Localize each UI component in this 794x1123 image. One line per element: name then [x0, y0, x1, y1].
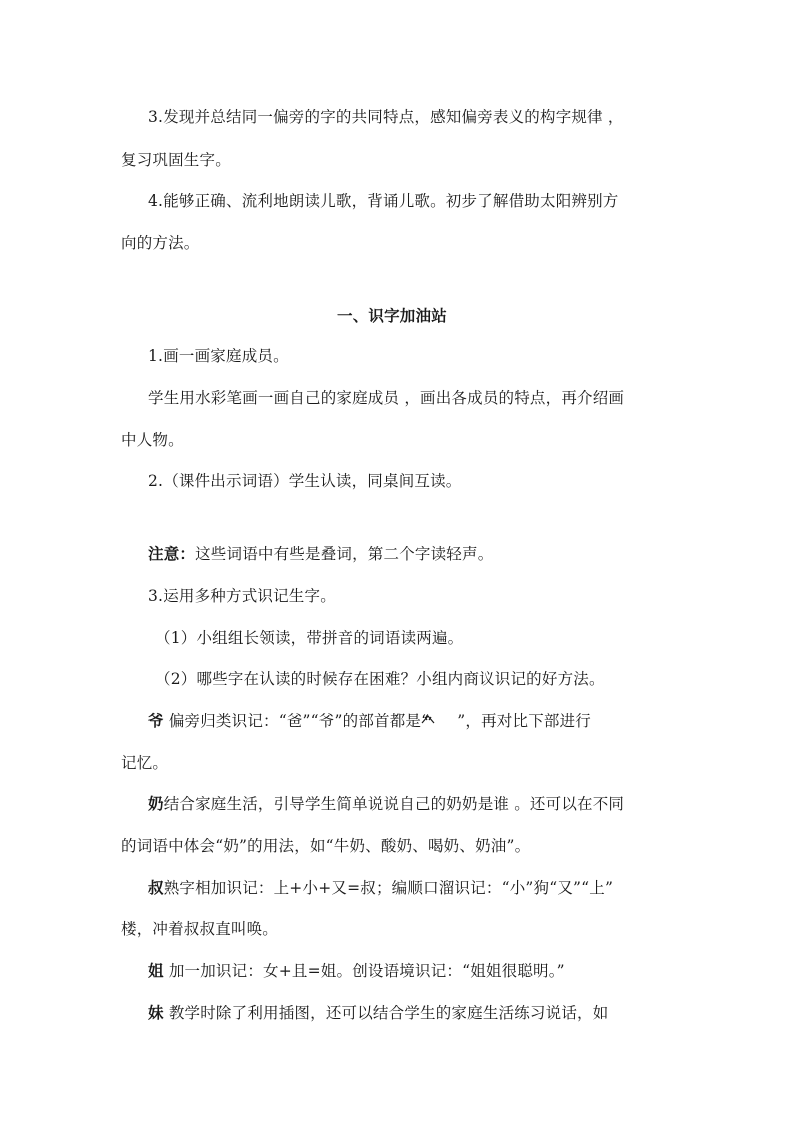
char-ye-line-1	[148, 711, 591, 731]
paragraph-4-line-1: 4.能够正确、流利地朗读儿歌，背诵儿歌。初步了解借助太阳辨别方	[148, 192, 619, 210]
section-heading: 一、识字加油站	[337, 306, 447, 325]
item-1-body-line-1: 学生用水彩笔画一画自己的家庭成员 ，画出各成员的特点，再介绍画	[148, 389, 625, 407]
method-2: （2）哪些字在认读的时候存在困难？小组内商议识记的好方法。	[155, 670, 605, 688]
char-ye-line-2: 记忆。	[121, 754, 169, 772]
char-shu-line-2: 楼，冲着叔叔直叫唤。	[121, 920, 279, 938]
char-shu: 叔	[148, 878, 164, 897]
char-jie: 姐	[148, 961, 164, 980]
char-nai-line-2: 的词语中体会“奶”的用法，如“牛奶、酸奶、喝奶、奶油”。	[121, 837, 531, 855]
paragraph-3-line-2: 复习巩固生字。	[121, 151, 231, 169]
paragraph-4-line-2: 向的方法。	[121, 234, 200, 252]
char-nai-text: 结合家庭生活，引导学生简单说说自己的奶奶是谁 。还可以在不同	[163, 795, 625, 813]
char-ye-text-b: ”，再对比下部进行	[457, 712, 591, 730]
char-shu-text: 熟字相加识记：上+小+又=叔；编顺口溜识记：“小”狗“又”“上”	[163, 879, 614, 897]
char-ye: 爷	[148, 711, 164, 730]
char-mei-text: 教学时除了利用插图，还可以结合学生的家庭生活练习说话，如	[163, 1004, 609, 1022]
note-label: 注意：	[148, 544, 196, 563]
char-jie-text: 加一加识记：女+且=姐。创设语境识记：“姐姐很聪明。”	[163, 962, 565, 980]
item-1-title: 1.画一画家庭成员。	[148, 347, 289, 365]
char-ye-text-a: 偏旁归类识记：“爸”“爷”的部首都是“	[163, 712, 430, 730]
item-2-title: 2.（课件出示词语）学生认读，同桌间互读。	[148, 472, 462, 490]
char-mei-line-1	[148, 1003, 608, 1023]
paragraph-3-line-1: 3.发现并总结同一偏旁的字的共同特点，感知偏旁表义的构字规律 ，	[148, 108, 624, 126]
char-shu-line-1	[148, 878, 613, 898]
char-nai: 奶	[148, 794, 164, 813]
note-paragraph	[148, 544, 493, 564]
char-nai-line-1	[148, 794, 624, 814]
method-1: （1）小组组长领读，带拼音的词语读两遍。	[155, 629, 464, 647]
item-3-title: 3.运用多种方式识记生字。	[148, 587, 336, 605]
note-text: 这些词语中有些是叠词，第二个字读轻声。	[195, 545, 494, 563]
radical-fu-mark	[421, 714, 435, 724]
char-mei: 妹	[148, 1003, 164, 1022]
item-1-body-line-2: 中人物。	[121, 431, 184, 449]
char-jie-line-1	[148, 961, 565, 981]
